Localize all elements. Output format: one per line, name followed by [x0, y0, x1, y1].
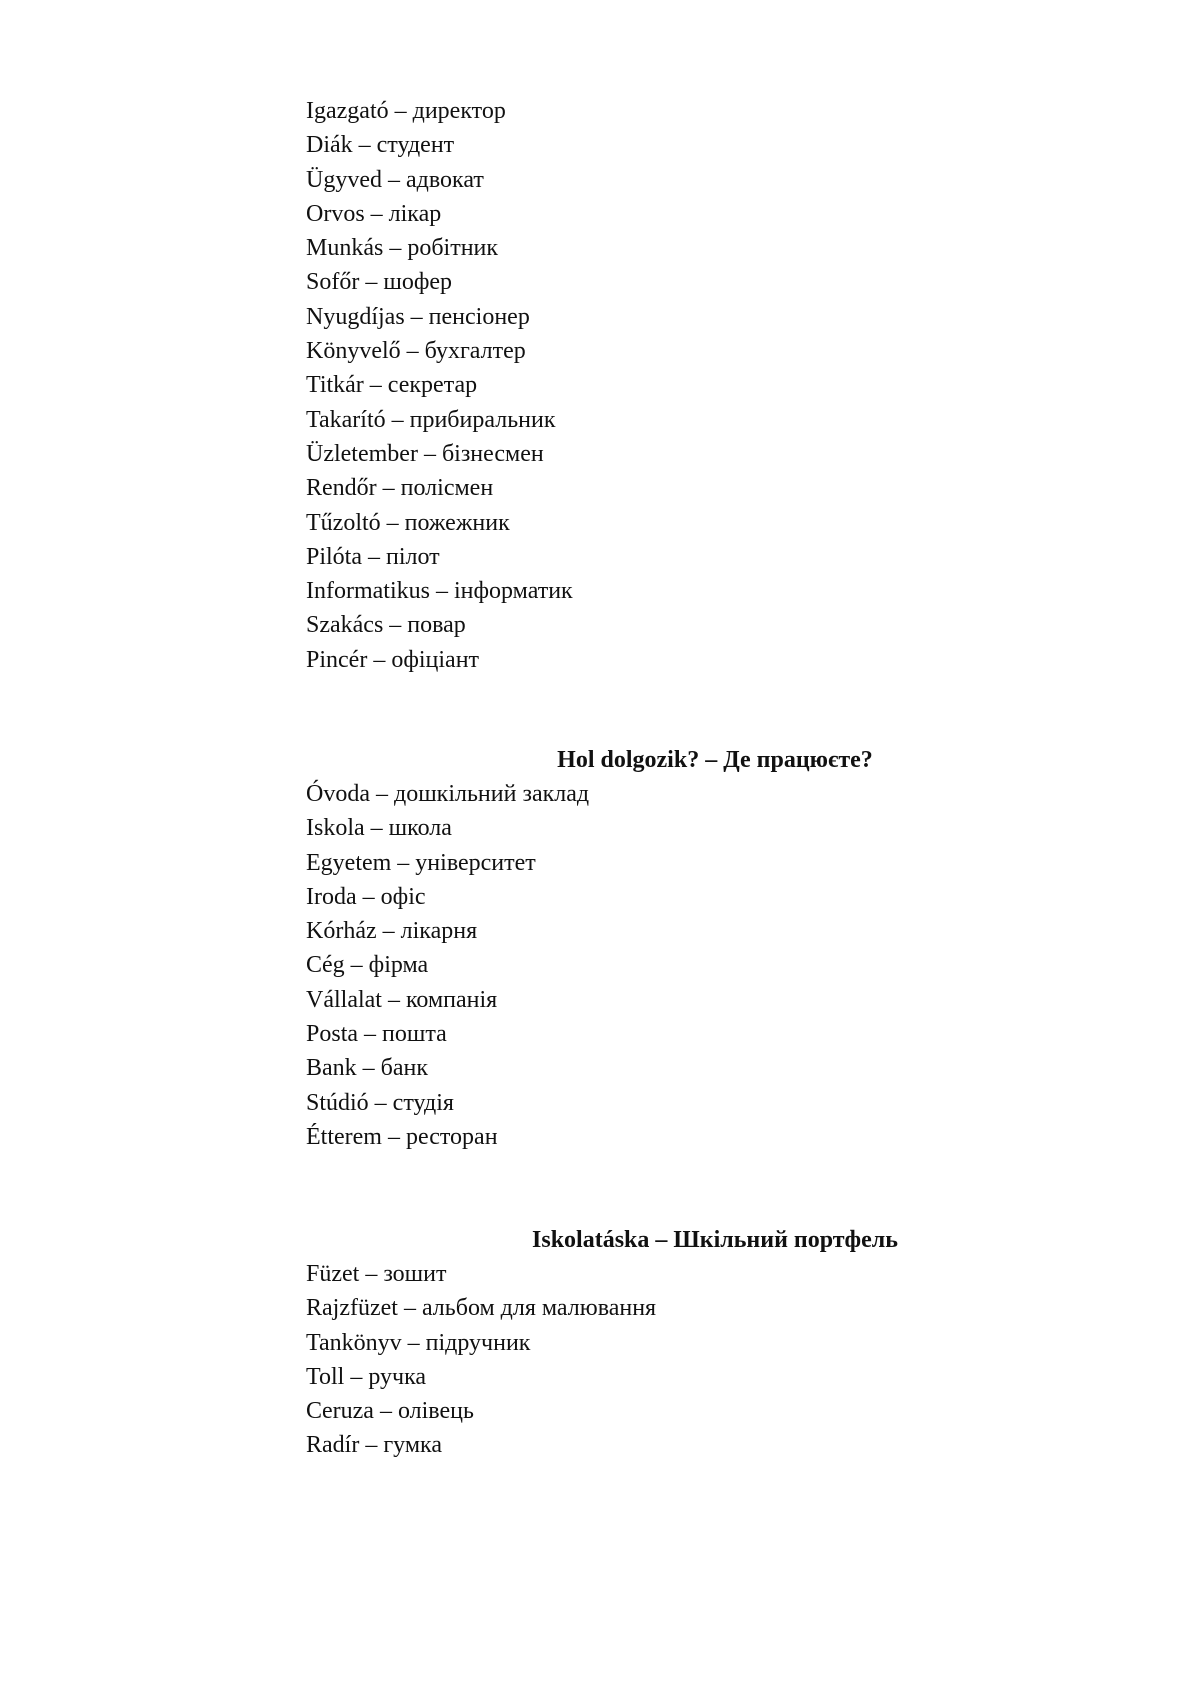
professions-list [306, 94, 573, 677]
list-item: Étterem – ресторан [306, 1123, 498, 1150]
list-item: Informatikus – інформатик [306, 578, 573, 605]
list-item: Rajzfüzet – альбом для малювання [306, 1295, 657, 1322]
list-item: Óvoda – дошкільний заклад [306, 781, 590, 807]
list-item: Stúdió – студія [306, 1089, 454, 1116]
list-item: Vállalat – компанія [306, 986, 498, 1013]
schoolbag-list [306, 1257, 656, 1463]
list-item: Iroda – офіс [306, 883, 426, 910]
list-item: Üzletember – бізнесмен [306, 440, 544, 467]
list-item: Sofőr – шофер [306, 269, 453, 296]
list-item: Radír – гумка [306, 1432, 442, 1459]
list-item: Szakács – повар [306, 612, 466, 639]
list-item: Takarító – прибиральник [306, 406, 556, 433]
list-item: Iskola – школа [306, 815, 452, 842]
list-item: Toll – ручка [306, 1363, 427, 1390]
list-item: Cég – фірма [306, 952, 429, 979]
list-item: Bank – банк [306, 1055, 429, 1082]
list-item: Posta – пошта [306, 1021, 447, 1048]
list-item: Füzet – зошит [306, 1261, 447, 1287]
list-item: Ceruza – олівець [306, 1398, 474, 1425]
list-item: Könyvelő – бухгалтер [306, 338, 526, 365]
list-item: Rendőr – полісмен [306, 475, 494, 502]
list-item: Igazgató – директор [306, 98, 506, 124]
list-item: Egyetem – університет [306, 849, 536, 876]
workplaces-heading: Hol dolgozik? – Де працюєте? [557, 747, 873, 773]
list-item: Tankönyv – підручник [306, 1329, 531, 1356]
list-item: Nyugdíjas – пенсіонер [306, 303, 530, 330]
schoolbag-heading: Iskolatáska – Шкільний портфель [532, 1227, 898, 1253]
list-item: Titkár – секретар [306, 372, 478, 399]
list-item: Tűzoltó – пожежник [306, 509, 510, 536]
list-item: Kórház – лікарня [306, 918, 478, 945]
workplaces-list [306, 777, 589, 1154]
list-item: Pincér – офіціант [306, 646, 480, 673]
list-item: Munkás – робітник [306, 235, 499, 262]
list-item: Diák – студент [306, 132, 455, 159]
list-item: Orvos – лікар [306, 200, 442, 227]
list-item: Ügyved – адвокат [306, 166, 484, 193]
list-item: Pilóta – пілот [306, 543, 440, 570]
